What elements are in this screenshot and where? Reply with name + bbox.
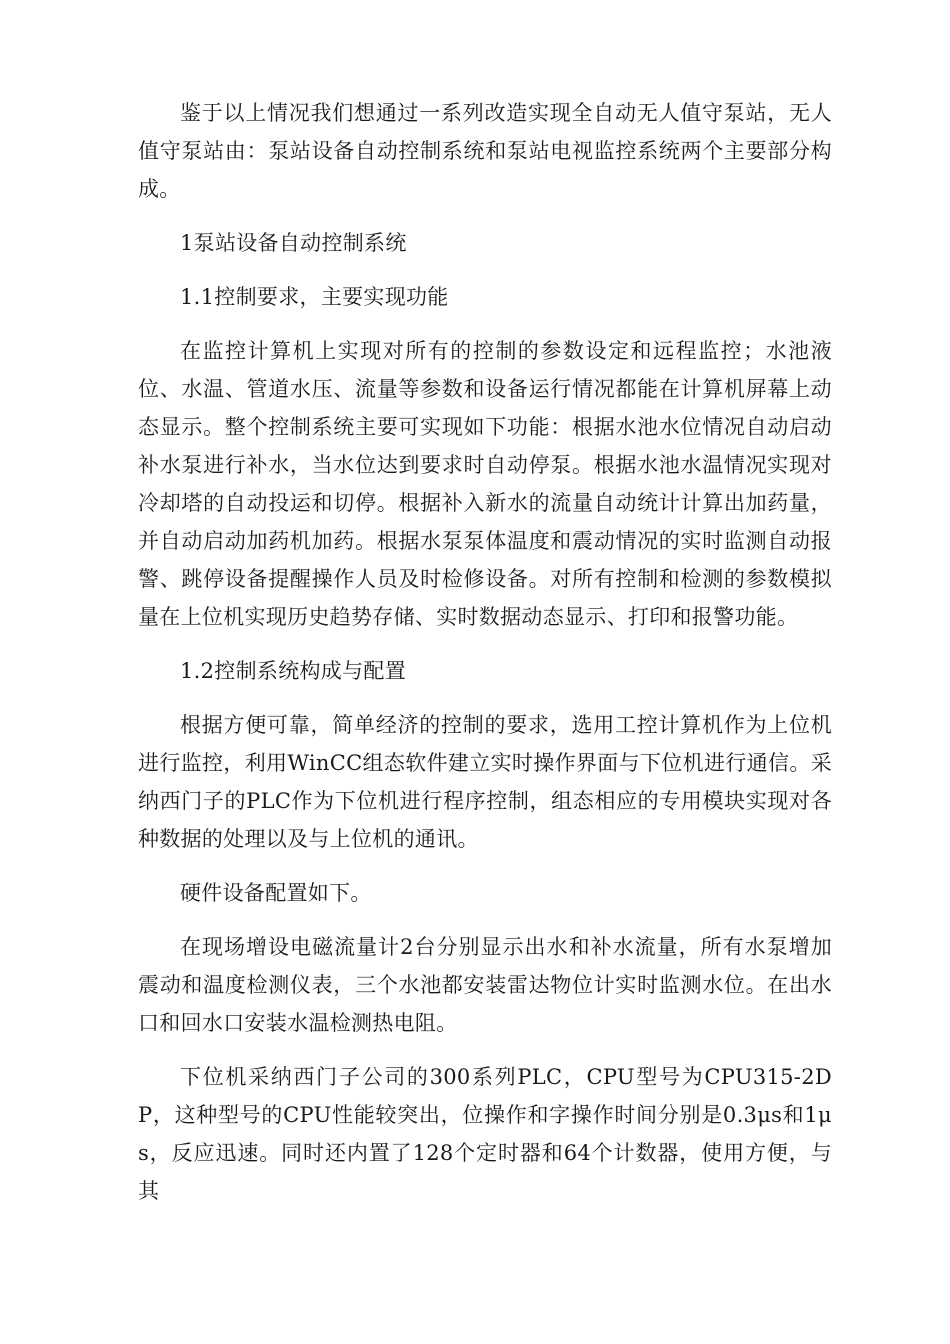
functions-paragraph: 在监控计算机上实现对所有的控制的参数设定和远程监控；水池液位、水温、管道水压、流量等参数和设备运行情况都能在计算机屏幕上动态显示。整个控制系统主要可实现如下功能：根据水池水位情况自动启动补水泵进行补水，当水位达到要求时自动停泵。根据水池水温情况实现对冷却塔的自动投运和切停。根据补入新水的流量自动统计计算出加药量，并自动启动加药机加药。根据水泵泵体温度和震动情况的实时监测自动报警、跳停设备提醒操作人员及时检修设备。对所有控制和检测的参数模拟量在上位机实现历史趋势存储、实时数据动态显示、打印和报警功能。 [138,339,832,629]
hardware-heading: 硬件设备配置如下。 [180,881,372,905]
section-heading-1-1: 1.1控制要求，主要实现功能 [180,285,449,309]
section-heading-1-2: 1.2控制系统构成与配置 [180,659,406,683]
section-heading-1: 1泵站设备自动控制系统 [180,231,407,255]
intro-paragraph: 鉴于以上情况我们想通过一系列改造实现全自动无人值守泵站，无人值守泵站由：泵站设备自动控制系统和泵站电视监控系统两个主要部分构成。 [138,101,832,201]
document-body [138,94,832,1226]
configuration-paragraph: 根据方便可靠，简单经济的控制的要求，选用工控计算机作为上位机进行监控，利用WinCC组态软件建立实时操作界面与下位机进行通信。采纳西门子的PLC作为下位机进行程序控制，组态相应的专用模块实现对各种数据的处理以及与上位机的通讯。 [138,713,832,851]
instruments-paragraph: 在现场增设电磁流量计2台分别显示出水和补水流量，所有水泵增加震动和温度检测仪表，三个水池都安装雷达物位计实时监测水位。在出水口和回水口安装水温检测热电阻。 [138,935,832,1035]
plc-paragraph: 下位机采纳西门子公司的300系列PLC，CPU型号为CPU315-2DP，这种型号的CPU性能较突出，位操作和字操作时间分别是0.3μs和1μs，反应迅速。同时还内置了128个定时器和64个计数器，使用方便，与其 [138,1065,832,1203]
